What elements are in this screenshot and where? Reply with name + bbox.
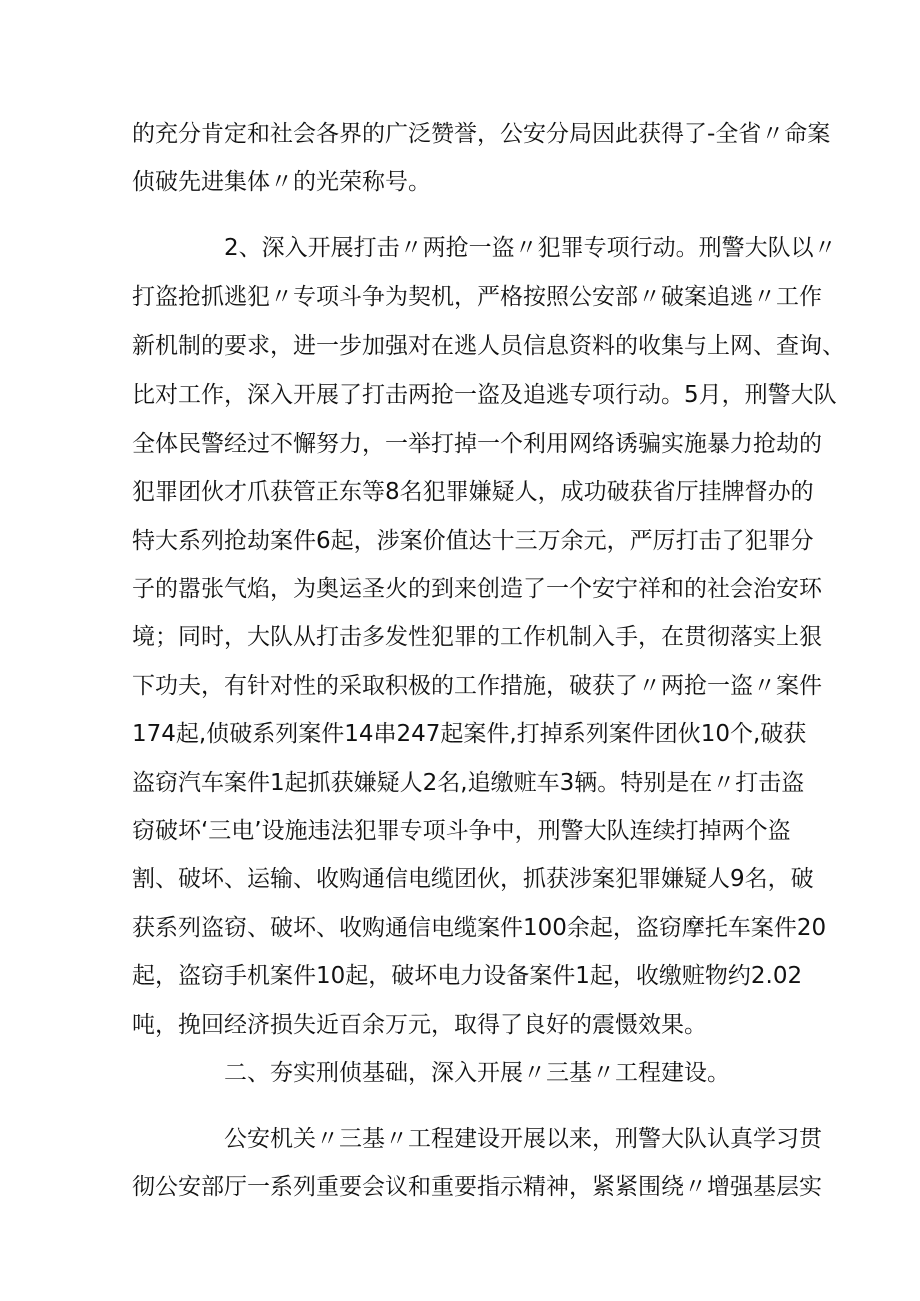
section-heading: 二、夯实刑侦基础，深入开展〃三基〃工程建设。 (224, 1060, 730, 1086)
paragraph-2-line-11: 174起,侦破系列案件14串247起案件,打掉系列案件团伙10个,破获 (132, 721, 807, 747)
paragraph-1-line-2: 侦破先进集体〃的光荣称号。 (132, 169, 431, 195)
paragraph-2-line-13: 窃破坏‘三电’设施违法犯罪专项斗争中，刑警大队连续打掉两个盗 (132, 818, 791, 844)
paragraph-2-line-2: 打盗抢抓逃犯〃专项斗争为契机，严格按照公安部〃破案追逃〃工作 (132, 284, 822, 310)
paragraph-2-line-17: 吨，挽回经济损失近百余万元，取得了良好的震慑效果。 (132, 1012, 707, 1038)
paragraph-3-line-1: 公安机关〃三基〃工程建设开展以来，刑警大队认真学习贯 (224, 1126, 822, 1152)
paragraph-2-line-10: 下功夫，有针对性的采取积极的工作措施，破获了〃两抢一盗〃案件 (132, 673, 822, 699)
paragraph-2-line-9: 境；同时，大队从打击多发性犯罪的工作机制入手，在贯彻落实上狠 (132, 624, 822, 650)
paragraph-2-line-5: 全体民警经过不懈努力，一举打掉一个利用网络诱骗实施暴力抢劫的 (132, 431, 822, 457)
paragraph-2-line-4: 比对工作，深入开展了打击两抢一盗及追逃专项行动。5月，刑警大队 (132, 382, 837, 408)
paragraph-2-line-8: 子的嚣张气焰，为奥运圣火的到来创造了一个安宁祥和的社会治安环 (132, 576, 822, 602)
paragraph-1-line-1: 的充分肯定和社会各界的广泛赞誉，公安分局因此获得了-全省〃命案 (132, 121, 831, 147)
paragraph-2-line-14: 割、破坏、运输、收购通信电缆团伙，抓获涉案犯罪嫌疑人9名，破 (132, 866, 814, 892)
paragraph-2-line-7: 特大系列抢劫案件6起，涉案价值达十三万余元，严厉打击了犯罪分 (132, 528, 814, 554)
paragraph-3-line-2: 彻公安部厅一系列重要会议和重要指示精神，紧紧围绕〃增强基层实 (132, 1174, 822, 1200)
paragraph-2-line-6: 犯罪团伙才爪获管正东等8名犯罪嫌疑人，成功破获省厅挂牌督办的 (132, 479, 814, 505)
paragraph-2-line-12: 盗窃汽车案件1起抓获嫌疑人2名,追缴赃车3辆。特别是在〃打击盗 (132, 770, 805, 796)
paragraph-2-line-3: 新机制的要求，进一步加强对在逃人员信息资料的收集与上网、查询、 (132, 333, 845, 359)
paragraph-2-line-15: 获系列盗窃、破坏、收购通信电缆案件100余起，盗窃摩托车案件20 (132, 915, 827, 941)
paragraph-2-line-16: 起，盗窃手机案件10起，破坏电力设备案件1起，收缴赃物约2.02 (132, 963, 803, 989)
paragraph-2-line-1: 2、深入开展打击〃两抢一盗〃犯罪专项行动。刑警大队以〃 (224, 235, 837, 261)
